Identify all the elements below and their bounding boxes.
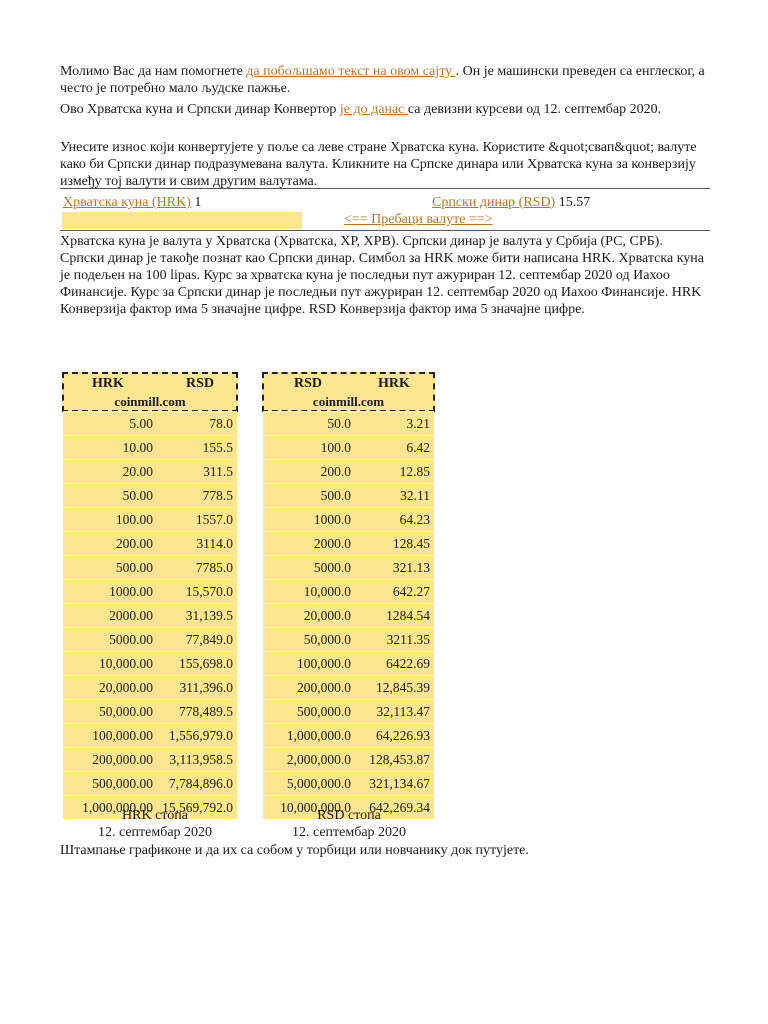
hrk-rate-date: 12. септембар 2020 [97,825,213,840]
table-row [63,628,237,652]
rsd-currency-link[interactable]: Српски динар (RSD) [432,195,556,210]
divider-top [60,188,710,189]
amount-cell: 500.0 [263,484,355,508]
amount-cell: 1000.0 [263,508,355,532]
table-row [263,676,434,700]
converted-cell: 78.0 [157,412,237,436]
converted-cell: 128.45 [355,532,434,556]
converted-cell: 15,570.0 [157,580,237,604]
table-row [263,772,434,796]
rsd-table-footer [262,807,436,841]
amount-cell: 100.00 [63,508,157,532]
hrk-col-header-2: HRK [378,376,410,391]
table-source: coinmill.com [114,394,186,409]
table-row [263,556,434,580]
converted-cell: 12.85 [355,460,434,484]
amount-input[interactable] [62,212,302,229]
table-source-2: coinmill.com [312,394,385,409]
rsd-rate-date: 12. септембар 2020 [291,825,407,840]
converted-cell: 32.11 [355,484,434,508]
amount-cell: 50,000.00 [63,700,157,724]
table-row [63,580,237,604]
converted-cell: 3.21 [355,412,434,436]
left-currency [63,195,201,211]
table-row [63,412,237,436]
amount-cell: 1,000,000.00 [63,796,157,820]
table-row [263,700,434,724]
converted-cell: 64,226.93 [355,724,434,748]
converted-cell: 642.27 [355,580,434,604]
rsd-rate-label: RSD стопа [317,808,381,823]
converted-cell: 12,845.39 [355,676,434,700]
amount-cell: 5000.00 [63,628,157,652]
amount-cell: 200.00 [63,532,157,556]
converted-cell: 7,784,896.0 [157,772,237,796]
table-row [263,532,434,556]
amount-cell: 10,000.00 [63,652,157,676]
converted-cell: 311,396.0 [157,676,237,700]
table-row [263,412,434,436]
hrk-value: 1 [194,195,202,210]
converted-cell: 778.5 [157,484,237,508]
converted-cell: 1,556,979.0 [157,724,237,748]
converted-cell: 642,269.34 [355,796,434,820]
table-row [263,460,434,484]
converted-cell: 155,698.0 [157,652,237,676]
converted-cell: 3,113,958.5 [157,748,237,772]
print-tip: Штампање графиконе и да их са собом у торбици или новчанику док путујете. [60,843,529,858]
rsd-table-header [262,372,435,412]
table-row [63,556,237,580]
amount-cell: 5000.0 [263,556,355,580]
amount-cell: 10,000.0 [263,580,355,604]
amount-cell: 2000.0 [263,532,355,556]
converted-cell: 32,113.47 [355,700,434,724]
intro-date-text: са девизни курсеви од 12. септембар 2020. [407,102,662,117]
amount-cell: 20.00 [63,460,157,484]
converted-cell: 778,489.5 [157,700,237,724]
hrk-currency-link[interactable]: Хрватска куна (HRK) [63,195,191,210]
currency-description: Хрватска куна је валута у Хрватска (Хрватска, ХР, ХРВ). Српски динар је валута у Србија (РС, СРБ). Српски динар је такође познат као Српски динар. Симбол за HRK може бити написана HRK. Хрватска куна је подељен на 100 lipas. Курс за хрватска куна је последњи пут ажуриран 12. септембар 2020 од Иахоо Финансије. Курс за Српски динар је последњи пут ажуриран 12. септембар 2020 од Иахоо Финансије. HRK Конверзија фактор има 5 значајне цифре. RSD Конверзија фактор има 5 значајне цифре. [60,234,705,317]
amount-cell: 20,000.00 [63,676,157,700]
intro-text: Ово Хрватска куна и Српски динар Конвертор [60,102,340,117]
amount-cell: 5.00 [63,412,157,436]
converted-cell: 77,849.0 [157,628,237,652]
notice-text-end: . Он је машински преведен са енглеског, а често је потребно мало људске пажње. [60,64,705,96]
table-row [63,652,237,676]
amount-cell: 50.0 [263,412,355,436]
converted-cell: 3114.0 [157,532,237,556]
amount-cell: 500.00 [63,556,157,580]
converter-intro [60,101,710,118]
amount-cell: 500,000.00 [63,772,157,796]
converted-cell: 311.5 [157,460,237,484]
amount-cell: 5,000,000.0 [263,772,355,796]
table-row [63,460,237,484]
table-row [263,604,434,628]
table-row [63,724,237,748]
amount-cell: 100,000.0 [263,652,355,676]
converted-cell: 6422.69 [355,652,434,676]
amount-cell: 2,000,000.0 [263,748,355,772]
table-row [263,436,434,460]
swap-currencies-link[interactable]: <== Пребаци валуте ==> [344,212,493,227]
table-row [263,580,434,604]
table-row [263,748,434,772]
amount-cell: 1,000,000.0 [263,724,355,748]
converted-cell: 1284.54 [355,604,434,628]
hrk-col-header: HRK [92,376,124,391]
table-row [63,676,237,700]
hrk-table-footer [63,807,247,841]
improve-translation-link[interactable]: да побољшамо текст на овом сајту [246,64,456,79]
converted-cell: 1557.0 [157,508,237,532]
converted-cell: 15,569,792.0 [157,796,237,820]
hrk-table-header [62,372,238,412]
table-row [63,700,237,724]
hrk-to-rsd-table [63,411,237,819]
table-row [63,484,237,508]
up-to-date-link[interactable]: је до данас [339,102,408,117]
table-row [63,436,237,460]
amount-cell: 100,000.00 [63,724,157,748]
table-row [63,748,237,772]
amount-cell: 10.00 [63,436,157,460]
amount-cell: 100.0 [263,436,355,460]
table-row [263,628,434,652]
rsd-col-header-2: RSD [294,376,323,391]
converted-cell: 6.42 [355,436,434,460]
amount-cell: 20,000.0 [263,604,355,628]
converted-cell: 321.13 [355,556,434,580]
converted-cell: 3211.35 [355,628,434,652]
amount-cell: 200,000.00 [63,748,157,772]
right-currency [432,195,590,211]
table-row [263,652,434,676]
converted-cell: 31,139.5 [157,604,237,628]
amount-cell: 500,000.0 [263,700,355,724]
table-row [63,508,237,532]
amount-cell: 10,000,000.0 [263,796,355,820]
instructions: Унесите износ који конвертујете у поље са леве стране Хрватска куна. Користите &quot;свап&quot; валуте како би Српски динар подразумевана валута. Кликните на Српске динара или Хрватска куна за конверзију између тој валути и свим другим валутама. [60,140,697,189]
table-row [263,508,434,532]
converted-cell: 128,453.87 [355,748,434,772]
table-row [63,532,237,556]
rsd-value: 15.57 [558,195,591,210]
amount-cell: 1000.00 [63,580,157,604]
converted-cell: 321,134.67 [355,772,434,796]
rsd-col-header: RSD [186,376,215,391]
divider-bottom [60,230,710,231]
converted-cell: 155.5 [157,436,237,460]
converted-cell: 64.23 [355,508,434,532]
amount-cell: 50.00 [63,484,157,508]
table-row [263,724,434,748]
amount-cell: 2000.00 [63,604,157,628]
table-row [63,772,237,796]
notice-text: Молимо Вас да нам помогнете [60,64,247,79]
amount-cell: 200.0 [263,460,355,484]
converted-cell: 7785.0 [157,556,237,580]
amount-cell: 50,000.0 [263,628,355,652]
rsd-to-hrk-table [263,411,434,819]
hrk-rate-label: HRK стопа [122,808,188,823]
table-row [63,604,237,628]
help-translate-notice [60,63,710,97]
table-row [263,484,434,508]
amount-cell: 200,000.0 [263,676,355,700]
